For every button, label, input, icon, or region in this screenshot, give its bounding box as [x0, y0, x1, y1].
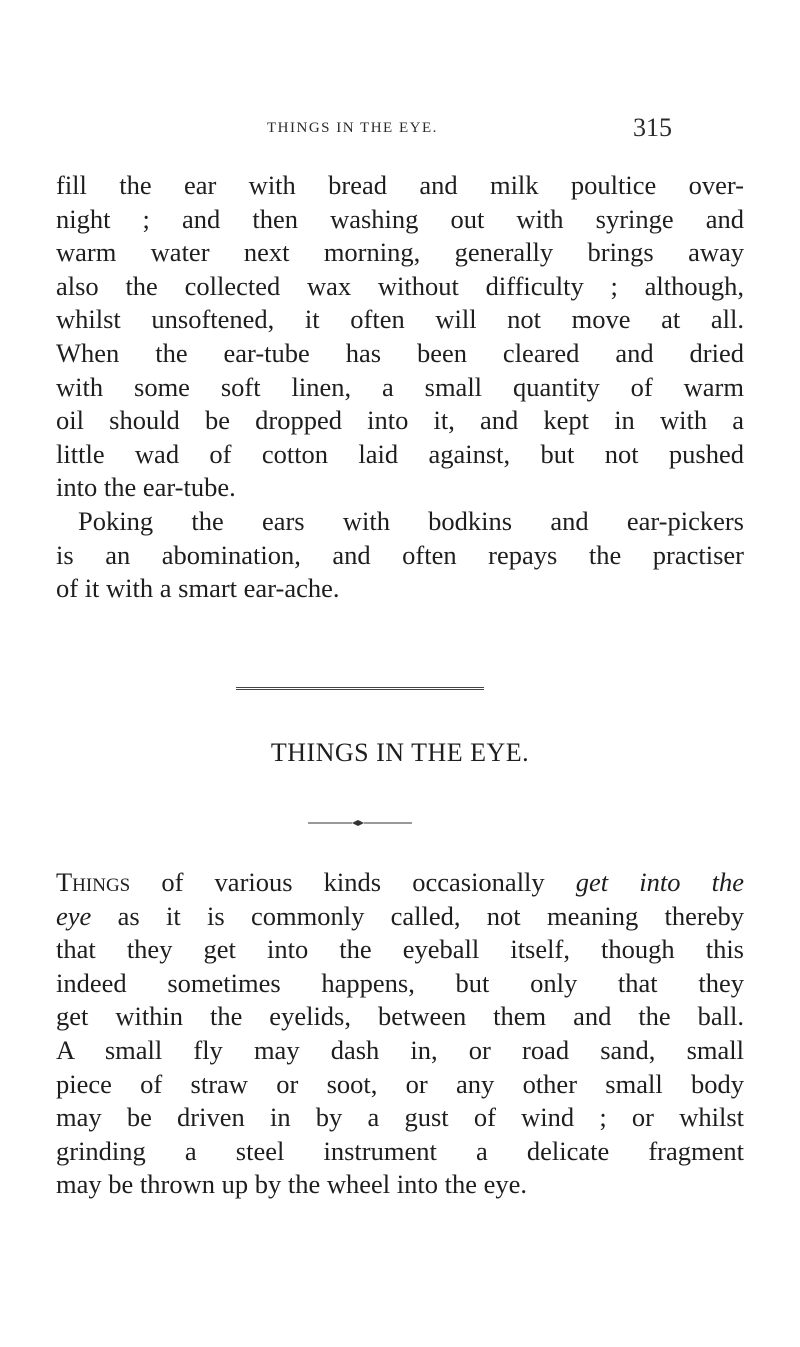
- text-line: night ; and then washing out with syringe and: [56, 203, 744, 234]
- text-line: indeed sometimes happens, but only that they: [56, 967, 744, 998]
- text-line: warm water next morning, generally brings away: [56, 237, 744, 268]
- text-line: piece of straw or soot, or any other small body: [56, 1068, 744, 1099]
- running-head: [0, 113, 800, 146]
- text-run: of various kinds occasionally: [130, 867, 576, 897]
- text-line: [56, 866, 744, 900]
- text-line: with some soft linen, a small quantity of warm: [56, 371, 744, 402]
- text-line: get within the eyelids, between them and the ball.: [56, 1001, 744, 1032]
- section-divider-rule: [236, 687, 484, 690]
- text-line: is an abomination, and often repays the practiser: [56, 539, 744, 570]
- text-line: A small fly may dash in, or road sand, small: [56, 1034, 744, 1065]
- page-number: 315: [633, 113, 672, 142]
- text-line: that they get into the eyeball itself, though this: [56, 934, 744, 965]
- text-line: Poking the ears with bodkins and ear-pickers: [78, 506, 744, 536]
- italic-run: get into the: [575, 867, 744, 897]
- drop-word: Things: [56, 867, 131, 897]
- text-line: When the ear-tube has been cleared and dried: [56, 337, 744, 368]
- text-line: little wad of cotton laid against, but not pushed: [56, 438, 744, 469]
- running-title: THINGS IN THE EYE.: [267, 120, 438, 136]
- text-line: fill the ear with bread and milk poultice over-: [56, 170, 744, 200]
- paragraph-ear-pickers: [56, 505, 744, 606]
- text-line: may be driven in by a gust of wind ; or whilst: [56, 1102, 744, 1133]
- text-line: also the collected wax without difficulty ; although,: [56, 270, 744, 301]
- paragraph-ear-cleaning: [56, 169, 744, 505]
- text-line: [56, 900, 744, 934]
- text-line: oil should be dropped into it, and kept in with a: [56, 405, 744, 436]
- text-line: may be thrown up by the wheel into the eye.: [56, 1169, 527, 1200]
- text-line: into the ear-tube.: [56, 472, 236, 503]
- text-run: as it is commonly called, not meaning thereby: [91, 900, 744, 931]
- section-heading: THINGS IN THE EYE.: [270, 738, 530, 767]
- text-line: whilst unsoftened, it often will not move at all.: [56, 304, 744, 335]
- text-line: of it with a smart ear-ache.: [56, 573, 340, 604]
- italic-run: eye: [56, 900, 92, 931]
- paragraph-things-in-eye: [56, 866, 744, 1202]
- ornament-rule: [308, 818, 412, 828]
- text-line: grinding a steel instrument a delicate fragment: [56, 1135, 744, 1166]
